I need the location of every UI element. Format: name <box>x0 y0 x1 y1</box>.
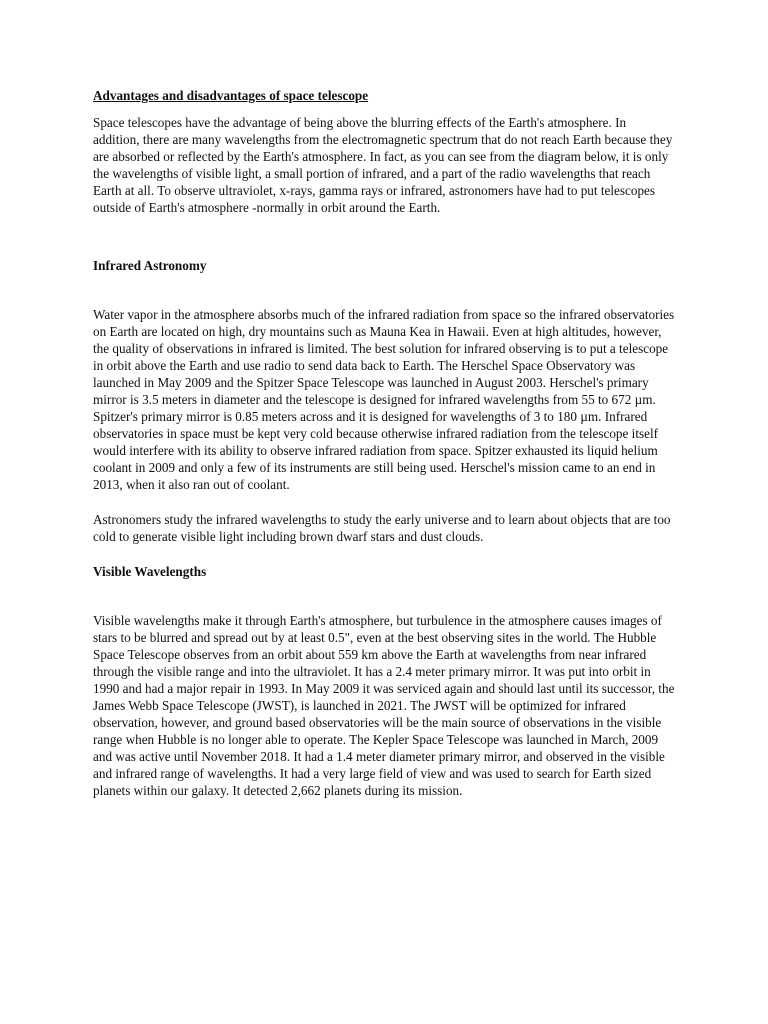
infrared-paragraph-2: Astronomers study the infrared wavelengths to study the early universe and to learn about objects that are too cold to generate visible light including brown dwarf stars and dust clouds. <box>93 512 671 544</box>
intro-paragraph: Space telescopes have the advantage of being above the blurring effects of the Earth's atmosphere. In addition, there are many wavelengths from the electromagnetic spectrum that do not reach Earth because they are absorbed or reflected by the Earth's atmosphere. In fact, as you can see from the diagram below, it is only the wavelengths of visible light, a small portion of infrared, and a part of the radio wavelengths that reach Earth at all. To observe ultraviolet, x-rays, gamma rays or infrared, astronomers have had to put telescopes outside of Earth's atmosphere -normally in orbit around the Earth. <box>93 115 673 215</box>
section-heading-infrared: Infrared Astronomy <box>93 258 207 273</box>
document-page <box>93 87 675 799</box>
infrared-paragraph-1: Water vapor in the atmosphere absorbs much of the infrared radiation from space so the infrared observatories on Earth are located on high, dry mountains such as Mauna Kea in Hawaii. Even at high altitudes, however, the quality of observations in infrared is limited. The best solution for infrared observing is to put a telescope in orbit above the Earth and use radio to send data back to Earth. The Herschel Space Observatory was launched in May 2009 and the Spitzer Space Telescope was launched in August 2003. Herschel's primary mirror is 3.5 meters in diameter and the telescope is designed for infrared wavelengths from 55 to 672 µm. Spitzer's primary mirror is 0.85 meters across and it is designed for wavelengths of 3 to 180 µm. Infrared observatories in space must be kept very cold because otherwise infrared radiation from the telescope itself would interfere with its ability to observe infrared radiation from space. Spitzer exhausted its liquid helium coolant in 2009 and only a few of its instruments are still being used. Herschel's mission came to an end in 2013, when it also ran out of coolant. <box>93 307 675 492</box>
document-title: Advantages and disadvantages of space telescope <box>93 88 369 103</box>
section-heading-visible: Visible Wavelengths <box>93 564 207 579</box>
visible-paragraph-1: Visible wavelengths make it through Earth's atmosphere, but turbulence in the atmosphere causes images of stars to be blurred and spread out by at least 0.5", even at the best observing sites in the world. The Hubble Space Telescope observes from an orbit about 559 km above the Earth at wavelengths from near infrared through the visible range and into the ultraviolet. It has a 2.4 meter primary mirror. It was put into orbit in 1990 and had a major repair in 1993. In May 2009 it was serviced again and should last until its successor, the James Webb Space Telescope (JWST), is launched in 2021. The JWST will be optimized for infrared observation, however, and ground based observatories will be the main source of observations in the visible range when Hubble is no longer able to operate. The Kepler Space Telescope was launched in March, 2009 and was active until November 2018. It had a 1.4 meter diameter primary mirror, and observed in the visible and infrared range of wavelengths. It had a very large field of view and was used to search for Earth sized planets within our galaxy. It detected 2,662 planets during its mission. <box>93 613 675 798</box>
